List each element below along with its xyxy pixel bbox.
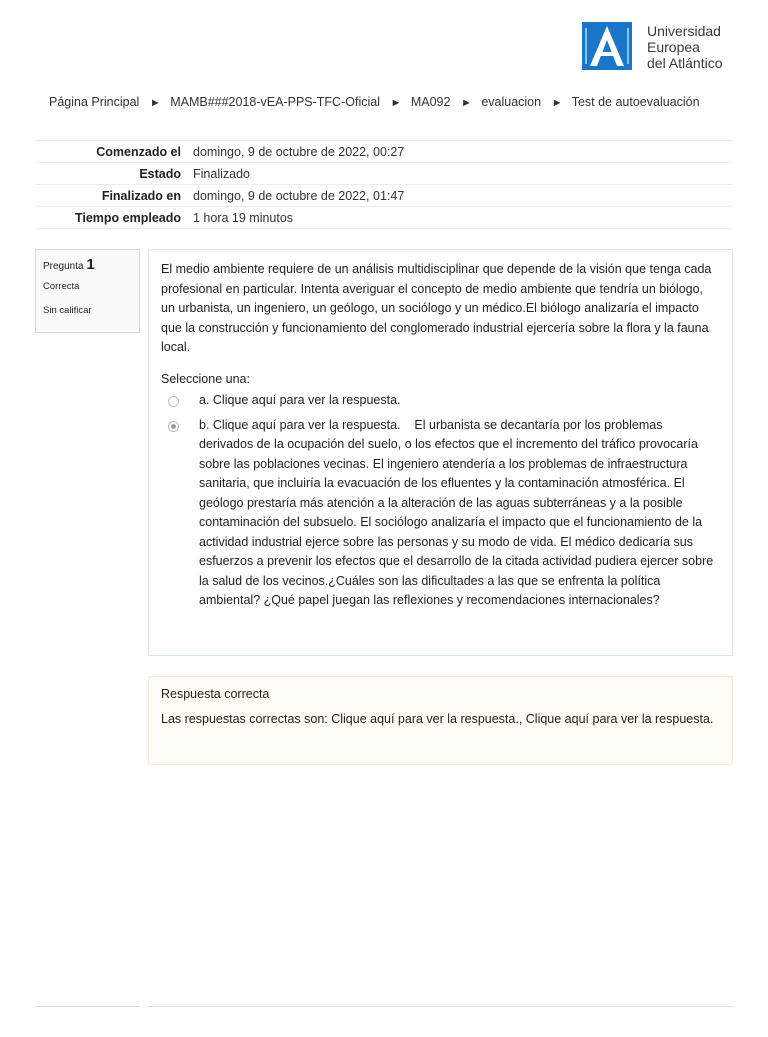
breadcrumb-separator-icon: ► — [149, 97, 161, 109]
answer-option-a[interactable] — [161, 391, 720, 411]
logo-line-3: del Atlántico — [647, 55, 723, 71]
summary-label: Comenzado el — [36, 141, 193, 163]
university-logo[interactable] — [582, 22, 742, 70]
summary-row-started — [36, 141, 732, 163]
summary-value: 1 hora 19 minutos — [193, 207, 732, 229]
summary-label: Estado — [36, 163, 193, 185]
next-question-content — [148, 1006, 733, 1037]
breadcrumb-current[interactable]: Test de autoevaluación — [571, 95, 700, 109]
breadcrumb-section[interactable]: evaluacion — [481, 95, 542, 109]
answer-option-b[interactable] — [161, 416, 720, 611]
question-info — [35, 249, 140, 333]
breadcrumb-course[interactable]: MAMB###2018-vEA-PPS-TFC-Oficial — [170, 95, 380, 109]
feedback-text: Las respuestas correctas son: Clique aquí para ver la respuesta., Clique aquí para ver la respuesta. — [161, 711, 714, 726]
summary-value: domingo, 9 de octubre de 2022, 00:27 — [193, 141, 732, 163]
summary-row-time — [36, 207, 732, 229]
question-state: Correcta — [43, 281, 80, 292]
next-question-info — [35, 1006, 140, 1037]
question-grade: Sin calificar — [43, 305, 92, 316]
breadcrumb-separator-icon: ► — [390, 97, 402, 109]
summary-row-finished — [36, 185, 732, 207]
summary-label: Tiempo empleado — [36, 207, 193, 229]
breadcrumb-separator-icon: ► — [551, 97, 563, 109]
question-text: El medio ambiente requiere de un análisis multidisciplinar que depende de la visión que tenga cada profesional en particular. Intenta averiguar el concepto de medio ambiente que tendría un biólogo, un urbanista, un ingeniero, un geólogo, un sociólogo y un médico.El biólogo analizaría el impacto que la construcción y funcionamiento del conglomerado industrial ejercería sobre la flora y la fauna local. — [161, 262, 712, 354]
summary-value: domingo, 9 de octubre de 2022, 01:47 — [193, 185, 732, 207]
breadcrumb-home[interactable]: Página Principal — [49, 95, 140, 109]
question-number-value: 1 — [86, 256, 95, 273]
answer-option-label: a. Clique aquí para ver la respuesta. — [199, 393, 401, 407]
answer-option-label: b. Clique aquí para ver la respuesta. El urbanista se decantaría por los problemas derivados de la ocupación del suelo, o los efectos que el incremento del tráfico provocaría sobre las poblaciones vecinas. El ingeniero atendería a los problemas de infraestructura sanitaria, que incluiría la evacuación de los efluentes y la contaminación atmosférica. El geólogo prestaría más atención a la alteración de las aguas subterráneas y a la posible contaminación del subsuelo. El sociólogo analizaría el impacto que el funcionamiento de la actividad industrial ejerce sobre las personas y su modo de vida. El médico dedicaría sus esfuerzos a prevenir los efectos que el desarrollo de la citada actividad pudiera ejercer sobre la salud de los vecinos.¿Cuáles son las dificultades a las que se enfrenta la política ambiental? ¿Qué papel juegan las reflexiones y recomendaciones internacionales? — [199, 417, 717, 607]
breadcrumb — [49, 95, 700, 109]
breadcrumb-module[interactable]: MA092 — [410, 95, 451, 109]
question-number — [43, 256, 132, 273]
breadcrumb-separator-icon: ► — [460, 97, 472, 109]
logo-line-1: Universidad — [647, 23, 721, 39]
question-content — [148, 249, 733, 656]
question-label: Pregunta — [43, 261, 84, 272]
feedback-title: Respuesta correcta — [161, 687, 270, 701]
summary-row-state — [36, 163, 732, 185]
radio-button[interactable] — [168, 396, 179, 407]
logo-line-2: Europea — [647, 39, 700, 55]
radio-button-selected[interactable] — [168, 421, 179, 432]
attempt-summary-table — [36, 140, 732, 229]
answer-prompt: Seleccione una: — [161, 371, 250, 386]
correct-answer-feedback — [148, 676, 733, 765]
summary-label: Finalizado en — [36, 185, 193, 207]
logo-wordmark — [647, 23, 723, 71]
summary-value: Finalizado — [193, 163, 732, 185]
university-logo-icon — [582, 22, 632, 70]
